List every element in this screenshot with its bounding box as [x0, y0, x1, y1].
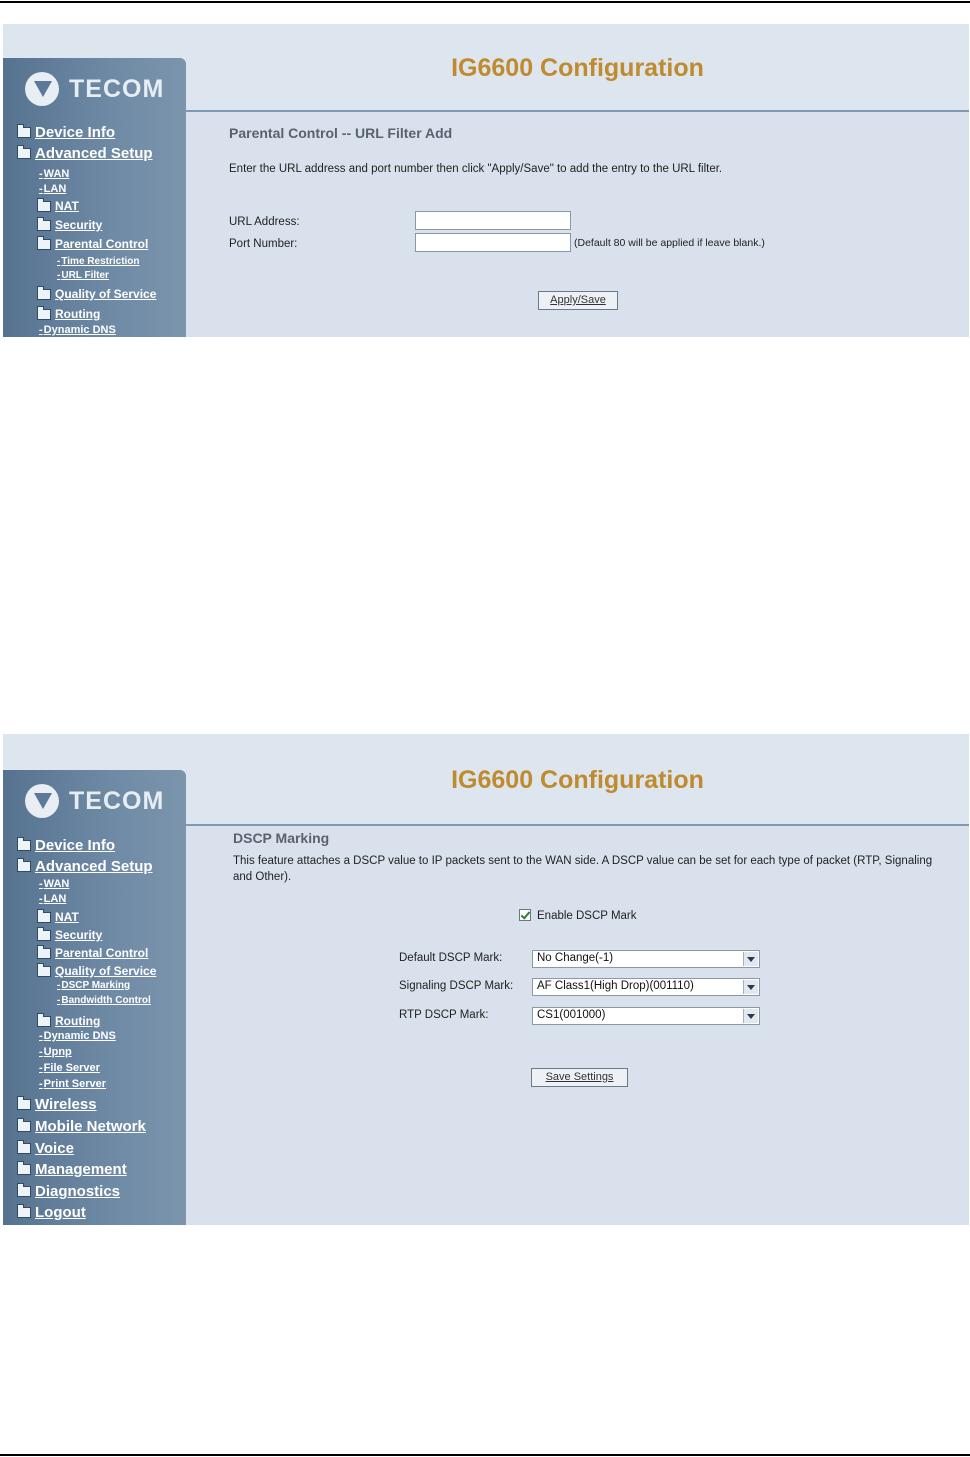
folder-icon: [17, 861, 31, 872]
app-title: IG6600 Configuration: [451, 766, 704, 794]
sidebar-item-quality-of-service[interactable]: [37, 287, 156, 301]
tree-dash: -: [39, 324, 43, 336]
page-heading: DSCP Marking: [233, 830, 330, 846]
sidebar-item-label: Security: [55, 928, 103, 942]
sidebar-item-wireless[interactable]: [17, 1096, 97, 1113]
folder-icon: [17, 1186, 31, 1197]
sidebar-item-label: Wireless: [35, 1096, 97, 1113]
sidebar-item-time-restriction[interactable]: [57, 256, 140, 267]
default-dscp-value: No Change(-1): [537, 952, 614, 964]
folder-icon: [17, 840, 31, 851]
sidebar-item-label: Parental Control: [55, 237, 149, 251]
sidebar-item-label: Print Server: [43, 1078, 107, 1090]
logo-text: TECOM: [69, 75, 165, 103]
folder-icon: [37, 912, 51, 923]
sidebar-item-upnp[interactable]: [39, 1046, 72, 1058]
port-number-hint: (Default 80 will be applied if leave blank.): [574, 237, 765, 249]
page-heading: Parental Control -- URL Filter Add: [229, 125, 453, 141]
signaling-dscp-value: AF Class1(High Drop)(001110): [537, 980, 694, 992]
sidebar-item-diagnostics[interactable]: [17, 1183, 120, 1200]
sidebar-item-label: Advanced Setup: [35, 145, 153, 162]
sidebar-item-logout[interactable]: [17, 1204, 86, 1221]
sidebar-item-url-filter[interactable]: [57, 270, 109, 281]
tree-dash: -: [57, 995, 61, 1006]
sidebar-item-advanced-setup[interactable]: [17, 858, 153, 875]
sidebar-item-label: Dynamic DNS: [43, 324, 116, 336]
sidebar-item-label: Time Restriction: [61, 256, 140, 267]
sidebar-item-label: Logout: [35, 1204, 86, 1221]
rtp-dscp-value: CS1(001000): [537, 1009, 606, 1021]
sidebar-item-label: Security: [55, 218, 103, 232]
sidebar-item-label: Diagnostics: [35, 1183, 121, 1200]
sidebar-item-nat[interactable]: [37, 199, 79, 213]
sidebar-item-parental-control[interactable]: [37, 237, 148, 251]
page-description: This feature attaches a DSCP value to IP packets sent to the WAN side. A DSCP value can be set for each type of packet (RTP, Signaling and Other).: [233, 855, 933, 883]
dscp-marking-screen: [3, 734, 969, 1225]
sidebar-item-label: DSCP Marking: [61, 980, 131, 991]
tree-dash: -: [39, 168, 43, 180]
sidebar-item-label: LAN: [43, 183, 67, 195]
folder-icon: [37, 239, 51, 250]
tecom-logo-icon: [25, 72, 59, 106]
app-title: IG6600 Configuration: [451, 54, 704, 82]
sidebar-item-management[interactable]: [17, 1161, 127, 1178]
save-settings-button[interactable]: [531, 1068, 628, 1087]
sidebar-item-label: Routing: [55, 1014, 101, 1028]
sidebar-item-label: Quality of Service: [55, 964, 157, 978]
sidebar-item-label: Mobile Network: [35, 1118, 146, 1135]
folder-icon: [17, 1143, 31, 1154]
chevron-down-icon: [743, 1009, 758, 1023]
tree-dash: -: [39, 1078, 43, 1090]
sidebar-item-label: File Server: [43, 1062, 100, 1074]
sidebar-item-dynamic-dns[interactable]: [39, 1030, 116, 1042]
folder-icon: [17, 127, 31, 138]
folder-icon: [17, 1164, 31, 1175]
rtp-dscp-label: RTP DSCP Mark:: [399, 1009, 489, 1021]
chevron-down-icon: [743, 952, 758, 966]
sidebar-item-advanced-setup[interactable]: [17, 145, 153, 162]
port-number-input[interactable]: [415, 233, 571, 252]
logo-text: TECOM: [69, 787, 165, 815]
sidebar-item-label: Advanced Setup: [35, 858, 153, 875]
sidebar: [3, 58, 186, 337]
folder-icon: [37, 966, 51, 977]
tree-dash: -: [39, 1046, 43, 1058]
apply-save-button[interactable]: [538, 291, 618, 310]
sidebar-item-dscp-marking[interactable]: [57, 980, 130, 991]
sidebar-item-voice[interactable]: [17, 1140, 74, 1157]
sidebar-item-label: WAN: [43, 168, 70, 180]
sidebar-item-routing[interactable]: [37, 307, 100, 321]
chevron-down-icon: [743, 980, 758, 994]
sidebar-item-label: WAN: [43, 878, 70, 890]
sidebar-item-nat[interactable]: [37, 910, 79, 924]
folder-icon: [37, 309, 51, 320]
sidebar-item-label: Quality of Service: [55, 287, 157, 301]
url-filter-add-screen: [3, 24, 969, 337]
sidebar-item-label: Voice: [35, 1140, 74, 1157]
main-content: [186, 112, 969, 337]
rtp-dscp-select[interactable]: [532, 1007, 760, 1025]
url-address-label: URL Address:: [229, 216, 300, 228]
sidebar-item-label: URL Filter: [61, 270, 109, 281]
tree-dash: -: [57, 980, 61, 991]
sidebar-item-label: NAT: [55, 910, 79, 924]
sidebar-item-label: Device Info: [35, 837, 116, 854]
tree-dash: -: [39, 1062, 43, 1074]
sidebar-item-print-server[interactable]: [39, 1078, 106, 1090]
folder-icon: [37, 948, 51, 959]
sidebar-item-file-server[interactable]: [39, 1062, 100, 1074]
port-number-label: Port Number:: [229, 238, 298, 250]
sidebar-item-wan[interactable]: [39, 168, 69, 180]
apply-save-button-label: Apply/Save: [550, 294, 606, 306]
signaling-dscp-label: Signaling DSCP Mark:: [399, 980, 514, 992]
sidebar-item-device-info[interactable]: [17, 837, 115, 854]
folder-icon: [37, 289, 51, 300]
page-description: Enter the URL address and port number then click "Apply/Save" to add the entry to the URL filter.: [229, 163, 723, 175]
tree-dash: -: [57, 256, 61, 267]
folder-icon: [37, 1016, 51, 1027]
sidebar-item-lan[interactable]: [39, 893, 66, 905]
sidebar-item-label: Bandwidth Control: [61, 995, 151, 1006]
tree-dash: -: [39, 878, 43, 890]
sidebar-item-label: Dynamic DNS: [43, 1030, 116, 1042]
default-dscp-select[interactable]: [532, 950, 760, 968]
sidebar-item-label: Upnp: [43, 1046, 72, 1058]
sidebar-item-security[interactable]: [37, 218, 102, 232]
sidebar: [3, 770, 186, 1225]
tree-dash: -: [39, 1030, 43, 1042]
tree-dash: -: [39, 893, 43, 905]
sidebar-item-device-info[interactable]: [17, 124, 115, 141]
sidebar-item-lan[interactable]: [39, 183, 66, 195]
save-settings-button-label: Save Settings: [545, 1071, 614, 1083]
sidebar-item-label: Management: [35, 1161, 127, 1178]
sidebar-item-quality-of-service[interactable]: [37, 964, 156, 978]
folder-icon: [17, 1207, 31, 1218]
folder-icon: [37, 201, 51, 212]
folder-icon: [17, 1121, 31, 1132]
sidebar-item-label: NAT: [55, 199, 79, 213]
default-dscp-label: Default DSCP Mark:: [399, 952, 503, 964]
tree-dash: -: [39, 183, 43, 195]
main-content: [186, 826, 969, 1225]
sidebar-item-wan[interactable]: [39, 878, 69, 890]
url-address-input[interactable]: [415, 211, 571, 230]
sidebar-item-security[interactable]: [37, 928, 102, 942]
sidebar-item-dynamic-dns[interactable]: [39, 324, 116, 336]
signaling-dscp-select[interactable]: [532, 978, 760, 996]
folder-icon: [37, 930, 51, 941]
page-bottom-rule: [0, 1454, 970, 1456]
sidebar-item-parental-control[interactable]: [37, 946, 148, 960]
sidebar-item-routing[interactable]: [37, 1014, 100, 1028]
sidebar-item-bandwidth-control[interactable]: [57, 995, 151, 1006]
folder-icon: [37, 220, 51, 231]
folder-icon: [17, 1099, 31, 1110]
enable-dscp-label: Enable DSCP Mark: [537, 910, 637, 922]
sidebar-item-label: LAN: [43, 893, 67, 905]
sidebar-item-label: Parental Control: [55, 946, 149, 960]
tree-dash: -: [57, 270, 61, 281]
sidebar-item-label: Device Info: [35, 124, 116, 141]
tecom-logo-icon: [25, 784, 59, 818]
folder-icon: [17, 148, 31, 159]
enable-dscp-checkbox[interactable]: [519, 909, 531, 921]
sidebar-item-label: Routing: [55, 307, 101, 321]
page-top-rule: [0, 1, 970, 3]
sidebar-item-mobile-network[interactable]: [17, 1118, 146, 1135]
